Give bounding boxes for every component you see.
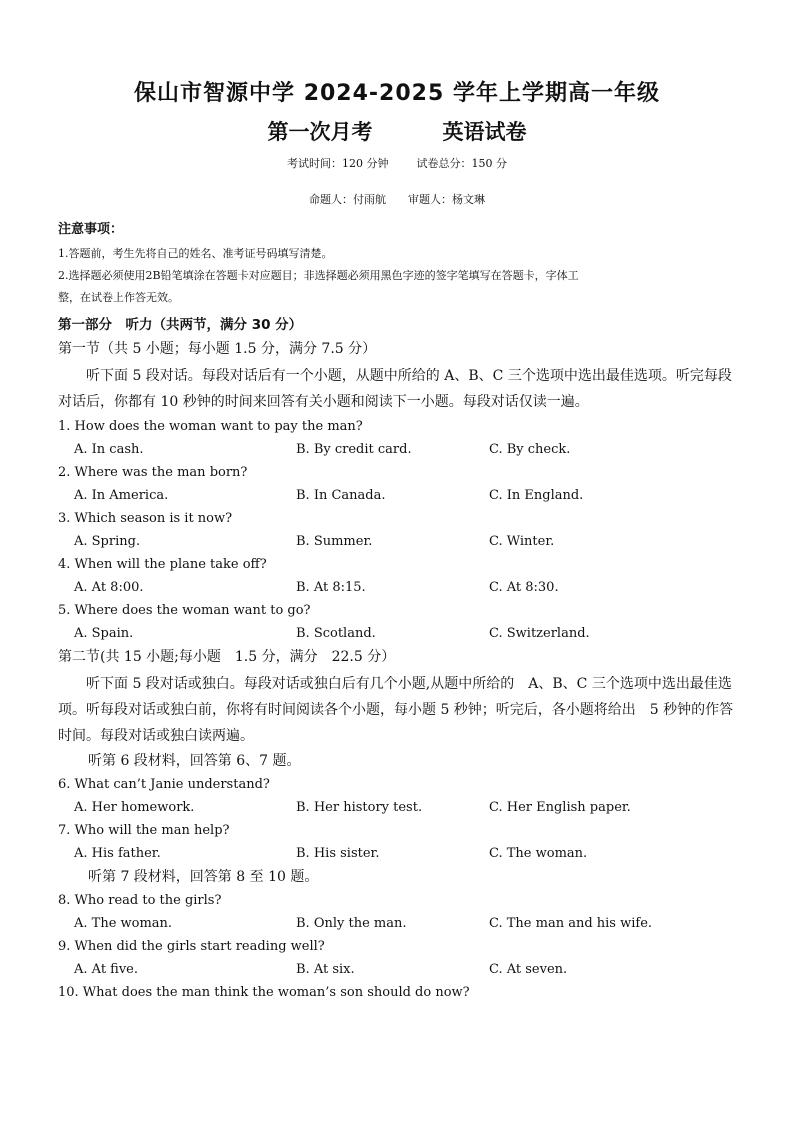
- question: 10. What does the man think the woman’s son should do now?: [58, 985, 470, 1000]
- option-b: B. In Canada.: [296, 488, 386, 503]
- exam-authors: [0, 191, 794, 207]
- option-a: A. His father.: [74, 846, 161, 861]
- option-a: A. At five.: [74, 962, 139, 977]
- option-b: B. Only the man.: [296, 916, 407, 931]
- section2-title: 第二节(共 15 小题;每小题 1.5 分，满分 22.5 分）: [58, 649, 396, 665]
- exam-time: 考试时间：120 分钟: [287, 157, 389, 170]
- option-a: A. The woman.: [74, 916, 173, 931]
- section1-instruction: 听下面 5 段对话。每段对话后有一个小题，从题中所给的 A、B、C 三个选项中选出最佳选项。听完每段对话后，你都有 10 秒钟的时间来回答有关小题和阅读下一小题。每段对话仅读一遍。: [58, 368, 732, 410]
- section1-title: 第一节（共 5 小题；每小题 1.5 分，满分 7.5 分）: [58, 341, 377, 357]
- note-item: 2.选择题必须使用2B铅笔填涂在答题卡对应题目；非选择题必须用黑色字迹的签字笔填写在答题卡，字体工: [58, 269, 579, 282]
- option-b: B. Her history test.: [296, 800, 423, 815]
- option-a: A. Spain.: [74, 626, 134, 641]
- option-b: B. At six.: [296, 962, 355, 977]
- option-c: C. The man and his wife.: [489, 916, 653, 931]
- section2-instruction: 听下面 5 段对话或独白。每段对话或独白后有几个小题,从题中所给的 A、B、C 三个选项中选出最佳选项。听每段对话或独白前，你将有时间阅读各个小题，每小题 5 秒钟；听完后，各小题将给出 5 秒钟的作答时间。每段对话或独白读两遍。: [58, 676, 734, 744]
- option-c: C. At 8:30.: [489, 580, 559, 595]
- listening-material-7: 听第 7 段材料，回答第 8 至 10 题。: [88, 869, 319, 885]
- option-c: C. By check.: [489, 442, 571, 457]
- note-item: 1.答题前，考生先将自己的姓名、准考证号码填写清楚。: [58, 247, 333, 260]
- listening-material-6: 听第 6 段材料，回答第 6、7 题。: [88, 753, 301, 769]
- question-options: [58, 484, 738, 507]
- notes-title: 注意事项：: [58, 222, 124, 237]
- question-options: [58, 530, 738, 553]
- question: 9. When did the girls start reading well?: [58, 939, 325, 954]
- question: 7. Who will the man help?: [58, 823, 230, 838]
- exam-title: 保山市智源中学 2024-2025 学年上学期高一年级: [134, 81, 660, 106]
- question-options: [58, 622, 738, 645]
- question-options: [58, 912, 738, 935]
- reviewer: 审题人：杨文琳: [408, 193, 485, 206]
- option-c: C. Her English paper.: [489, 800, 631, 815]
- option-a: A. Her homework.: [74, 800, 195, 815]
- part1-title: 第一部分 听力（共两节，满分 30 分）: [58, 317, 303, 333]
- option-b: B. Summer.: [296, 534, 373, 549]
- question: 2. Where was the man born?: [58, 465, 248, 480]
- question: 1. How does the woman want to pay the man?: [58, 419, 363, 434]
- option-c: C. Winter.: [489, 534, 555, 549]
- question-options: [58, 958, 738, 981]
- option-b: B. At 8:15.: [296, 580, 366, 595]
- question-options: [58, 438, 738, 461]
- option-b: B. His sister.: [296, 846, 380, 861]
- option-a: A. Spring.: [74, 534, 141, 549]
- exam-subtitle: [0, 116, 794, 146]
- setter: 命题人：付雨航: [309, 193, 386, 206]
- option-c: C. The woman.: [489, 846, 588, 861]
- option-c: C. In England.: [489, 488, 584, 503]
- exam-subject: 英语试卷: [442, 120, 527, 144]
- question-options: [58, 576, 738, 599]
- option-b: B. Scotland.: [296, 626, 376, 641]
- question: 3. Which season is it now?: [58, 511, 233, 526]
- question: 4. When will the plane take off?: [58, 557, 267, 572]
- question: 5. Where does the woman want to go?: [58, 603, 311, 618]
- option-a: A. In America.: [74, 488, 169, 503]
- question: 6. What can’t Janie understand?: [58, 777, 270, 792]
- question: 8. Who read to the girls?: [58, 893, 222, 908]
- note-item: 整，在试卷上作答无效。: [58, 291, 179, 304]
- option-c: C. At seven.: [489, 962, 568, 977]
- option-b: B. By credit card.: [296, 442, 412, 457]
- question-options: [58, 796, 738, 819]
- exam-content: [58, 218, 738, 1004]
- option-c: C. Switzerland.: [489, 626, 590, 641]
- exam-name: 第一次月考: [267, 120, 373, 144]
- option-a: A. In cash.: [74, 442, 144, 457]
- option-a: A. At 8:00.: [74, 580, 144, 595]
- total-score: 试卷总分：150 分: [416, 157, 507, 170]
- question-options: [58, 842, 738, 865]
- exam-info: [0, 155, 794, 171]
